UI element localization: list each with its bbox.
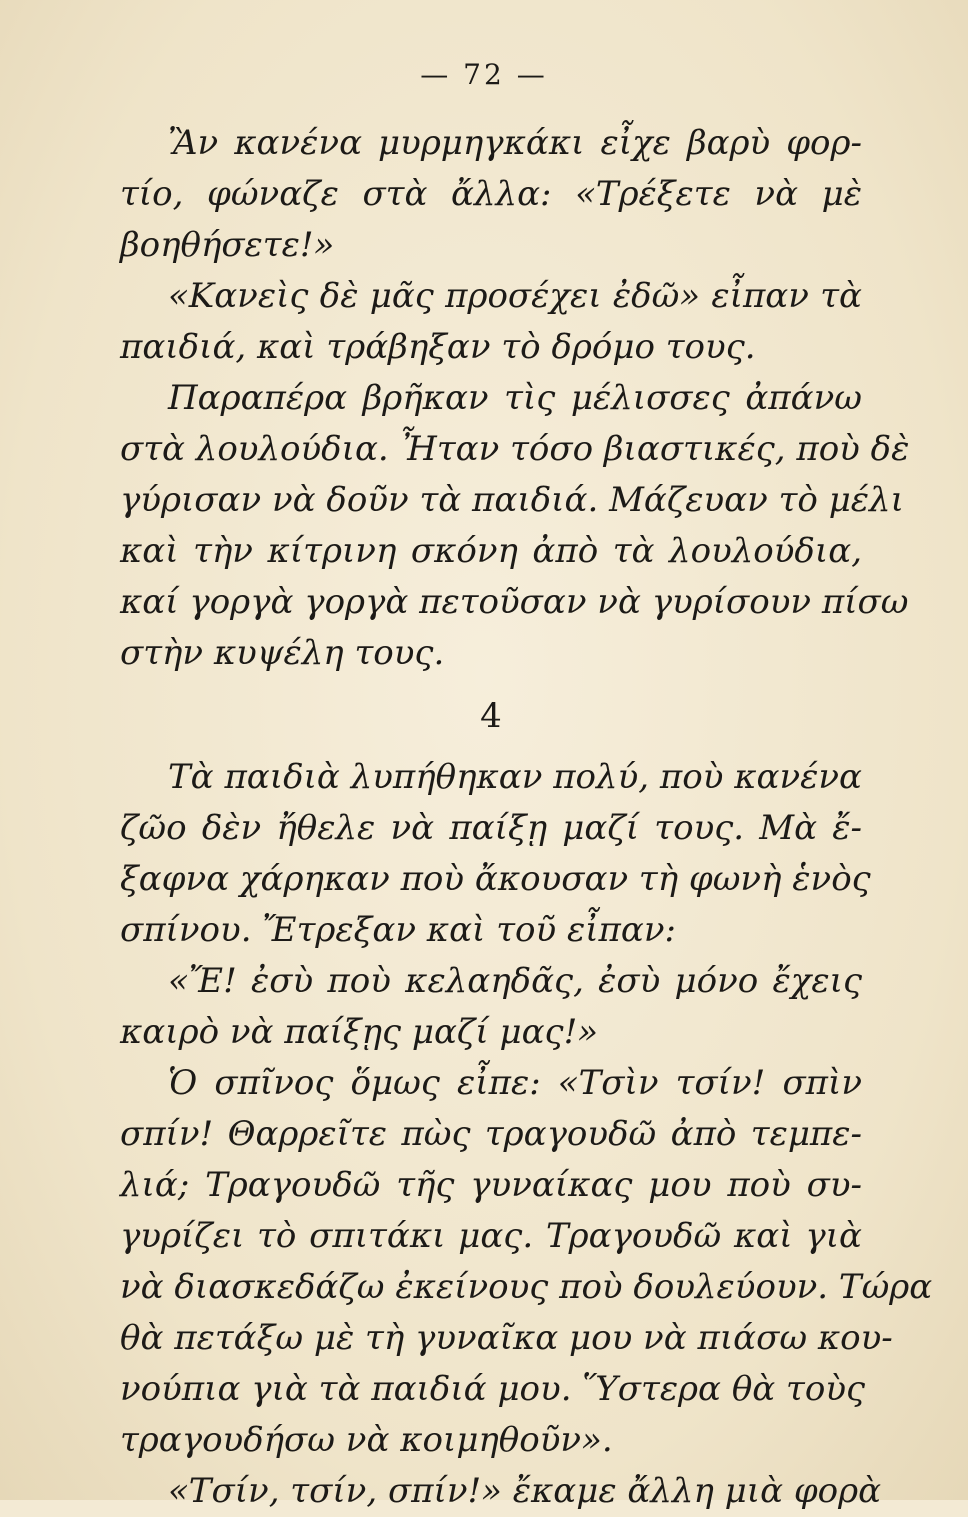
text-line: σπίν! Θαρρεῖτε πὼς τραγουδῶ ἀπὸ τεμπε- — [120, 1114, 862, 1154]
paragraph — [120, 956, 862, 1058]
text-line: καὶ τὴν κίτρινη σκόνη ἀπὸ τὰ λουλούδια, — [120, 531, 862, 571]
paragraph — [120, 1466, 882, 1517]
text-line: στὴν κυψέλη τους. — [120, 633, 445, 673]
text-line: γυρίζει τὸ σπιτάκι μας. Τραγουδῶ καὶ γιὰ — [120, 1216, 862, 1256]
text-line: παιδιά, καὶ τράβηξαν τὸ δρόμο τους. — [120, 327, 756, 367]
text-line: «Τσίν, τσίν, σπίν!» ἔκαμε ἄλλη μιὰ φορὰ — [168, 1471, 882, 1511]
text-line: στὰ λουλούδια. Ἦταν τόσο βιαστικές, ποὺ δὲ — [120, 429, 910, 469]
text-line: τίο, φώναζε στὰ ἄλλα: «Τρέξετε νὰ μὲ — [120, 174, 862, 214]
paragraph — [120, 271, 862, 373]
text-before-section — [120, 118, 910, 679]
text-line: νούπια γιὰ τὰ παιδιά μου. Ὕστερα θὰ τοὺς — [120, 1369, 866, 1409]
text-line: λιά; Τραγουδῶ τῆς γυναίκας μου ποὺ συ- — [120, 1165, 862, 1205]
section-number: 4 — [480, 696, 502, 736]
text-line: νὰ διασκεδάζω ἐκείνους ποὺ δουλεύουν. Τώρα — [120, 1267, 933, 1307]
text-line: σπίνου. Ἔτρεξαν καὶ τοῦ εἶπαν: — [120, 910, 676, 950]
text-after-section — [120, 752, 933, 1517]
text-line: ζῶο δὲν ἤθελε νὰ παίξῃ μαζί τους. Μὰ ἔ- — [120, 808, 862, 848]
paragraph — [120, 1058, 933, 1466]
text-line: Ὁ σπῖνος ὅμως εἶπε: «Τσὶν τσίν! σπὶν — [168, 1063, 862, 1103]
text-line: γύρισαν νὰ δοῦν τὰ παιδιά. Μάζευαν τὸ μέλι — [120, 480, 904, 520]
page-text — [120, 118, 933, 1517]
text-line: τραγουδήσω νὰ κοιμηθοῦν». — [120, 1420, 613, 1460]
text-line: θὰ πετάξω μὲ τὴ γυναῖκα μου νὰ πιάσω κου- — [120, 1318, 893, 1358]
paragraph — [120, 118, 862, 271]
page-number: — 72 — — [420, 58, 548, 91]
text-line: καί γοργὰ γοργὰ πετοῦσαν νὰ γυρίσουν πίσω — [120, 582, 909, 622]
paragraph — [120, 373, 910, 679]
text-line: «Κανεὶς δὲ μᾶς προσέχει ἐδῶ» εἶπαν τὰ — [168, 276, 862, 316]
text-line: βοηθήσετε!» — [120, 225, 335, 265]
text-line: Τὰ παιδιὰ λυπήθηκαν πολύ, ποὺ κανένα — [168, 757, 862, 797]
text-line: ξαφνα χάρηκαν ποὺ ἄκουσαν τὴ φωνὴ ἑνὸς — [120, 859, 871, 899]
text-line: Παραπέρα βρῆκαν τὶς μέλισσες ἀπάνω — [168, 378, 862, 418]
paragraph — [120, 752, 871, 956]
text-line: Ἂν κανένα μυρμηγκάκι εἶχε βαρὺ φορ- — [168, 123, 862, 163]
text-line: καιρὸ νὰ παίξῃς μαζί μας!» — [120, 1012, 599, 1052]
text-line: «Ἔ! ἐσὺ ποὺ κελαηδᾶς, ἐσὺ μόνο ἔχεις — [168, 961, 862, 1001]
